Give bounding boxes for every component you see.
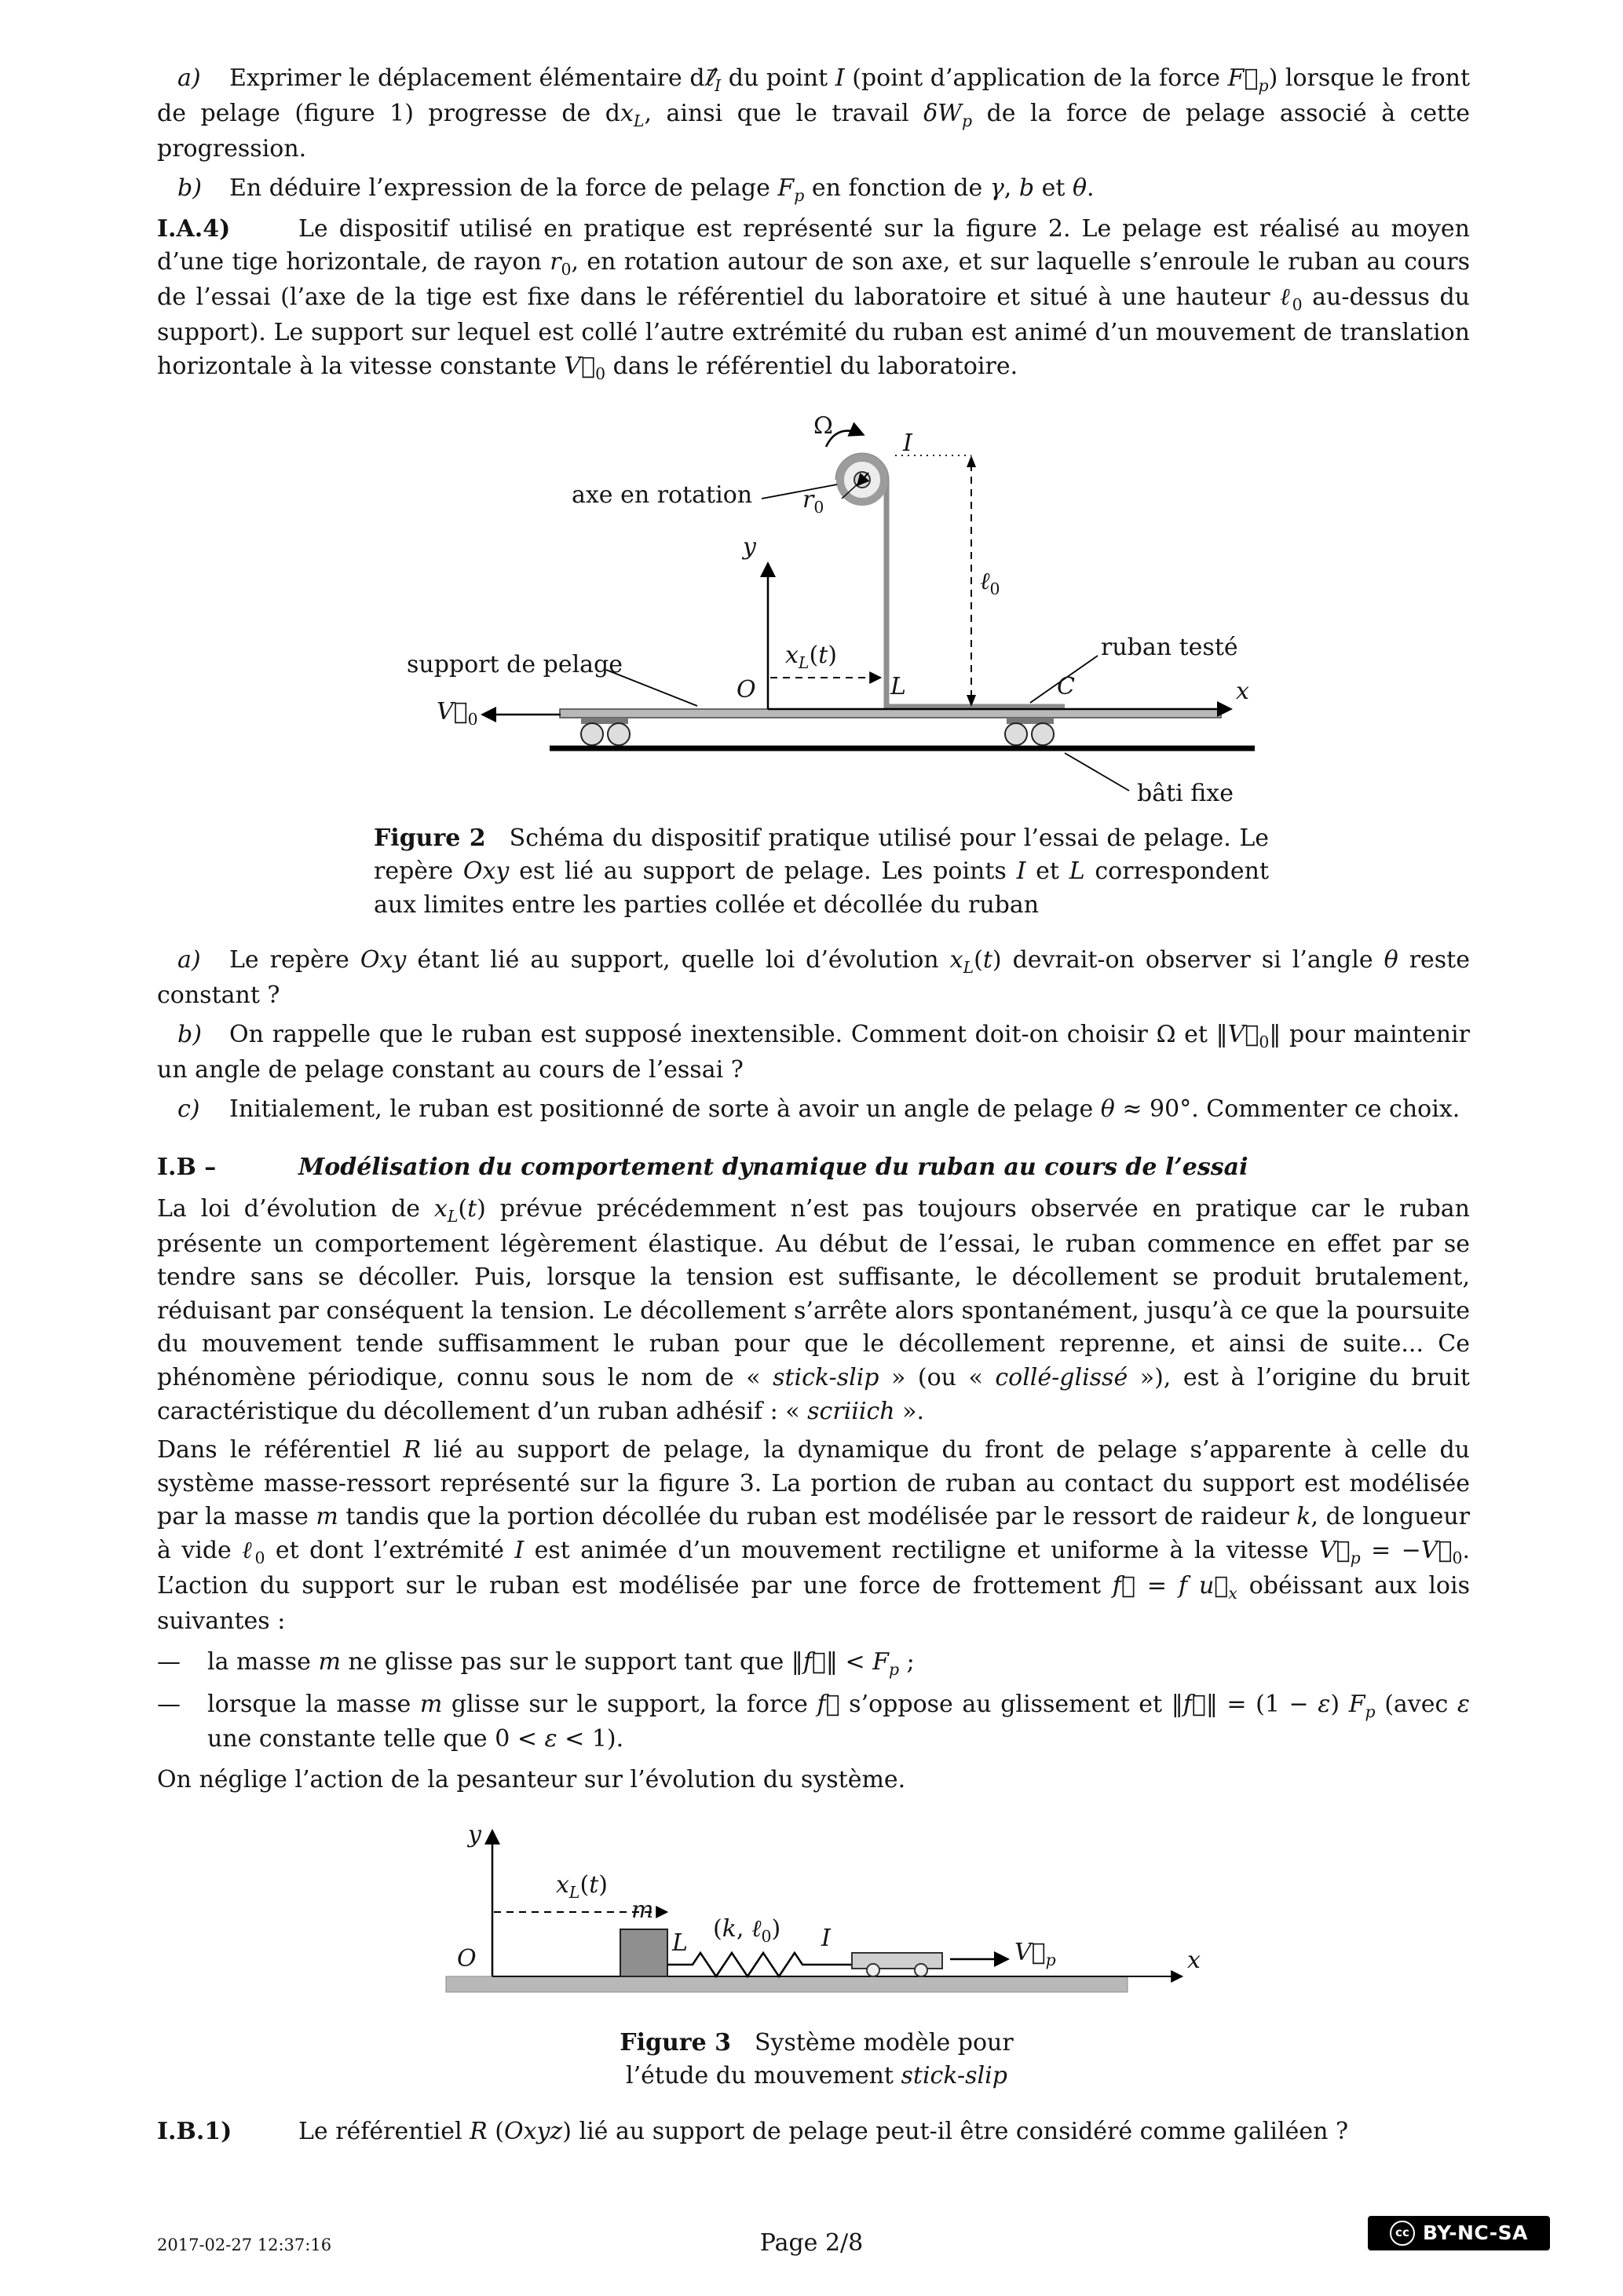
paragraph-neglect-text: On néglige l’action de la pesanteur sur l’évolution du système. [157,1766,906,1794]
question-b2-label: b) [177,1020,202,1048]
fig3-label-mass-m: m [631,1896,654,1924]
question-c2-label: c) [177,1095,200,1123]
question-a1 [157,62,1470,166]
fig3-label-origin-o: O [457,1944,477,1972]
question-ib1 [157,2115,1470,2149]
paragraph-elastic [157,1193,1470,1429]
fig3-label-spring-k-l0: (k, ℓ$_0$) [713,1914,781,1946]
axe-pointer-line [762,484,837,499]
support-platform [560,709,1221,745]
fig2-label-v0: $V⃗_0$ [437,697,478,729]
question-b1-label: b) [177,174,202,202]
section-heading-ib-number: I.B – [157,1153,217,1182]
figure-2-diagram [393,411,1296,813]
question-ib1-label: I.B.1) [157,2117,232,2145]
bullet-2-marker: — [157,1690,181,1718]
figure3-caption: Figure 3 Système modèle pour l’étude du mouvement stick-slip [620,2028,1014,2090]
question-a2-text: Le repère Oxy étant lié au support, quelle loi d’évolution $x_L(t)$ devrait-on observer si l’angle θ reste constant ? [157,946,1470,1010]
fig2-label-l0: ℓ$_0$ [980,567,1000,598]
fig3-label-x-axis: x [1187,1946,1201,1974]
paragraph-neglect [157,1764,1470,1797]
fig3-label-point-l: L [672,1929,688,1957]
cc-icon: cc [1390,2221,1415,2246]
paragraph-ia4 [157,213,1470,386]
pulley [840,458,884,502]
fig3-label-xl: $x_L(t)$ [556,1870,608,1902]
bullet-item-1 [157,1646,1470,1681]
question-c2 [157,1093,1470,1127]
fig2-label-x-axis: x [1236,677,1249,705]
question-b2 [157,1018,1470,1088]
paragraph-referentiel [157,1434,1470,1638]
paragraph-ia4-label: I.A.4) [157,214,231,243]
fig2-label-support-de-pelage: support de pelage [407,650,623,678]
fig2-label-ruban-teste: ruban testé [1101,633,1238,661]
figure2-svg [393,411,1296,813]
fig3-label-point-i: I [821,1924,831,1952]
paragraph-referentiel-text: Dans le référentiel R lié au support de pelage, la dynamique du front de pelage s’apparente à celle du système masse-ressort représenté sur la figure 3. La portion de ruban au contact du support est modélisée par la masse m tandis que la portion décollée du ruban est modélisée par le ressort de raideur k, de longueur à vide ℓ$_0$ et dont l’extrémité I est animée d’un mouvement rectiligne et uniforme à la vitesse $V⃗_p$ = $-V⃗_0$. L’action du support sur le ruban est modélisée par une force de frottement f⃗ = f $u⃗_x$ obéissant aux lois suivantes : [157,1436,1470,1635]
bullet-1-marker: — [157,1647,181,1676]
document-content [157,57,1470,2154]
bati-pointer-line [1065,753,1129,791]
fig3-label-y-axis: y [468,1820,481,1848]
fig2-label-point-l: L [890,672,906,700]
figure-3-diagram [440,1819,1241,2017]
cc-license-badge [1368,2216,1550,2250]
fig2-label-y-axis: y [743,532,756,561]
question-b1-text: En déduire l’expression de la force de pelage $F_p$ en fonction de γ, b et θ. [229,174,1095,205]
spring [667,1953,852,1976]
fig2-label-bati-fixe: bâti fixe [1137,779,1234,807]
fig2-label-point-c: C [1057,672,1075,700]
paragraph-elastic-text: La loi d’évolution de $x_L(t)$ prévue précédemment n’est pas toujours observée en pratique car le ruban présente un comportement légèrement élastique. Au début de l’essai, le ruban commence en effet par se tendre sans se décoller. Puis, lorsque la tension est suffisante, le décollement se produit brutalement, réduisant par conséquent la tension. Le décollement s’arrête alors spontanément, jusqu’à ce que la poursuite du mouvement tende suffisamment le ruban pour que le décollement reprenne, et ainsi de suite... Ce phénomène périodique, connu sous le nom de « stick-slip » (ou « collé-glissé »), est à l’origine du bruit caractéristique du décollement d’un ruban adhésif : « scriiich ». [157,1194,1470,1425]
fig2-label-omega: Ω [813,411,833,440]
footer-page-number: Page 2/8 [759,2229,864,2257]
bullet-item-2 [157,1688,1470,1757]
question-a1-label: a) [177,64,201,92]
section-heading-ib [157,1151,1470,1185]
question-b2-text: On rappelle que le ruban est supposé inextensible. Comment doit-on choisir Ω et $‖V⃗_0‖$ pour maintenir un angle de pelage constant au cours de l’essai ? [157,1020,1470,1084]
fig2-label-point-i: I [903,429,912,457]
fig2-label-xl: $x_L(t)$ [785,641,837,672]
cart [852,1953,942,1976]
question-ib1-text: Le référentiel R (Oxyz) lié au support de pelage peut-il être considéré comme galiléen ? [298,2117,1349,2145]
question-b1 [157,172,1470,207]
figure3-svg [440,1819,1241,2017]
footer-timestamp: 2017-02-27 12:37:16 [157,2236,332,2254]
l0-dimension-line [895,455,976,707]
cc-license-label: BY-NC-SA [1422,2221,1529,2245]
bullet-2-text: lorsque la masse m glisse sur le support, la force f⃗ s’oppose au glissement et ‖f⃗‖ = (1 − ε) $F_p$ (avec ε une constante telle que 0 < ε < 1). [207,1690,1471,1753]
section-heading-ib-title: Modélisation du comportement dynamique du ruban au cours de l’essai [298,1153,1248,1182]
fig2-label-axe-en-rotation: axe en rotation [572,481,753,509]
question-a2 [157,944,1470,1013]
fig2-label-r0: $r_0$ [802,485,824,517]
question-a1-text: Exprimer le déplacement élémentaire $d\ell⃗_I$ du point I (point d’application de la force $F⃗_p$) lorsque le front de pelage (figure 1) progresse de $dx_L$, ainsi que le travail $\delta W_p$ de la force de pelage associé à cette progression. [157,64,1471,163]
question-a2-label: a) [177,946,201,974]
question-c2-text: Initialement, le ruban est positionné de sorte à avoir un angle de pelage θ ≈ 90°. Commenter ce choix. [229,1095,1460,1123]
fig3-label-vp: $V⃗_p$ [1014,1938,1056,1969]
support-bar [446,1976,1128,1992]
figure2-caption: Figure 2 Schéma du dispositif pratique utilisé pour l’essai de pelage. Le repère Oxy est lié au support de pelage. Les points I et L correspondent aux limites entre les parties collée et décollée du ruban [374,824,1270,919]
bullet-1-text: la masse m ne glisse pas sur le support tant que ‖f⃗‖ < $F_p$ ; [207,1647,915,1679]
mass-block [620,1929,667,1976]
fig2-label-origin-o: O [737,675,756,704]
paragraph-ia4-text: Le dispositif utilisé en pratique est représenté sur la figure 2. Le pelage est réalisé au moyen d’une tige horizontale, de rayon $r_0$, en rotation autour de son axe, et sur laquelle s’enroule le ruban au cours de l’essai (l’axe de la tige est fixe dans le référentiel du laboratoire et situé à une hauteur ℓ$_0$ au-dessus du support). Le support sur lequel est collé l’autre extrémité du ruban est animé d’un mouvement de translation horizontale à la vitesse constante $V⃗_0$ dans le référentiel du laboratoire. [157,214,1471,383]
